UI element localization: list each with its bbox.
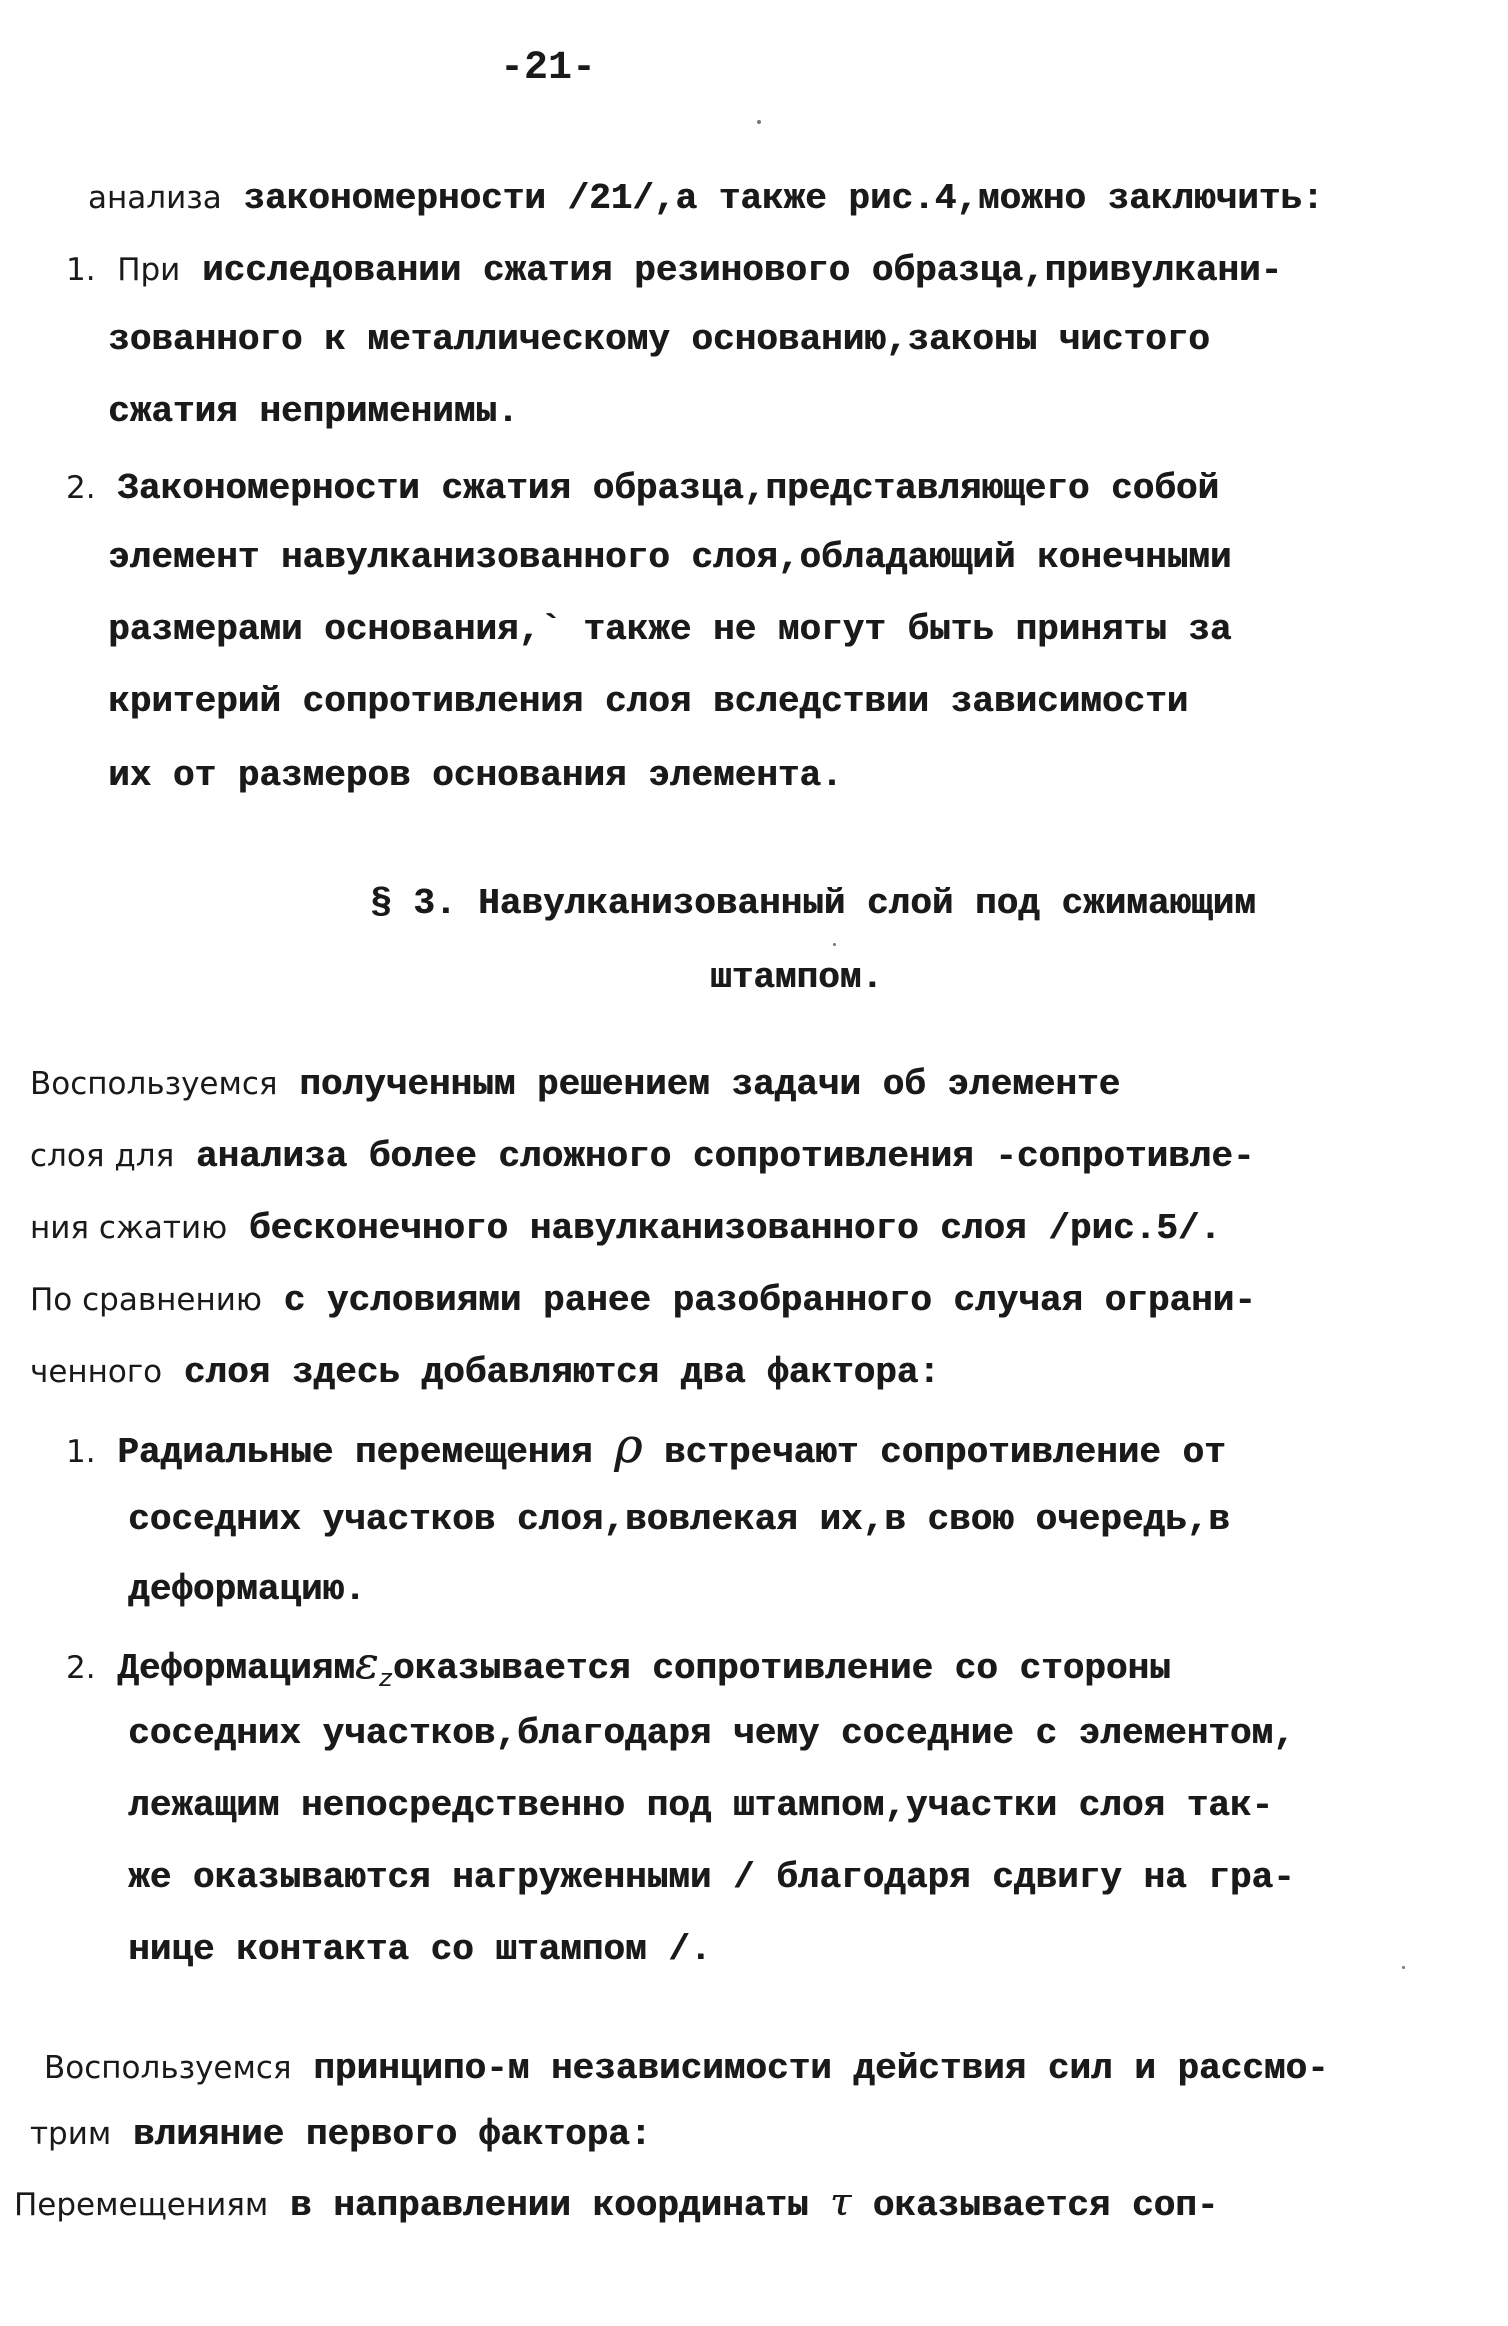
paragraph-line	[30, 1278, 1256, 1323]
list-item-line: соседних участков слоя,вовлекая их,в свою очередь,в	[128, 1499, 1230, 1540]
list-item-line: же оказываются нагруженными / благодаря сдвигу на гра-	[128, 1857, 1295, 1898]
line-prefix: ния сжатию	[30, 1210, 228, 1246]
line-text: встречают сопротивление от	[663, 1432, 1226, 1473]
paragraph-line	[30, 1206, 1221, 1251]
line-prefix: При	[117, 252, 181, 288]
list-item-first-line	[66, 1418, 1226, 1475]
scan-speck	[1402, 1966, 1405, 1969]
list-number: 1.	[66, 1434, 96, 1470]
paragraph-line	[44, 2046, 1329, 2091]
scan-speck	[757, 120, 761, 124]
line-text: анализа более сложного сопротивления -сопротивле-	[195, 1136, 1255, 1177]
line-prefix: Воспользуемся	[44, 2050, 292, 2086]
section-heading-continued: штампом.	[710, 957, 883, 998]
paragraph-line	[30, 1134, 1254, 1179]
line-prefix: ченного	[30, 1354, 163, 1390]
line-text: с условиями ранее разобранного случая ограни-	[283, 1280, 1256, 1321]
epsilon-subscript: z	[378, 1667, 393, 1695]
list-number: 1.	[66, 252, 96, 288]
line-text: оказывается соп-	[872, 2185, 1219, 2226]
line-prefix: Воспользуемся	[30, 1066, 278, 1102]
line-text: закономерности /21/,а также рис.4,можно заключить:	[243, 178, 1324, 219]
epsilon-symbol: ε	[354, 1638, 379, 1689]
list-item-line: их от размеров основания элемента.	[108, 755, 843, 796]
list-item-first-line	[66, 1638, 1171, 1703]
paragraph-line	[30, 1062, 1120, 1107]
list-item-line: размерами основания,` также не могут быть приняты за	[108, 609, 1232, 650]
list-number: 2.	[66, 470, 96, 506]
list-item-first-line	[66, 248, 1282, 293]
line-text: Закономерности сжатия образца,представляющего собой	[117, 468, 1219, 509]
line-text: принципо-м независимости действия сил и рассмо-	[313, 2048, 1329, 2089]
paragraph-line	[14, 2180, 1218, 2228]
page-number: -21-	[500, 46, 597, 91]
line-prefix: анализа	[88, 180, 222, 216]
list-item-line: соседних участков,благодаря чему соседние с элементом,	[128, 1713, 1295, 1754]
list-item-first-line	[66, 466, 1219, 511]
paragraph-line	[88, 176, 1324, 221]
line-prefix: По сравнению	[30, 1282, 262, 1318]
line-text: в направлении координаты	[289, 2185, 809, 2226]
list-item-line: зованного к металлическому основанию,законы чистого	[108, 319, 1210, 360]
list-item-line: элемент навулканизованного слоя,обладающий конечными	[108, 537, 1232, 578]
list-item-line: критерий сопротивления слоя вследствии зависимости	[108, 681, 1189, 722]
tau-symbol: τ	[830, 2180, 852, 2224]
line-text: исследовании сжатия резинового образца,привулкани-	[201, 250, 1283, 291]
line-text: Деформациям	[117, 1648, 355, 1689]
rho-symbol: ρ	[614, 1418, 643, 1474]
line-prefix: трим	[30, 2116, 112, 2152]
line-text: полученным решением задачи об элементе	[299, 1064, 1121, 1105]
line-prefix: слоя для	[30, 1138, 175, 1174]
line-text: влияние первого фактора:	[132, 2114, 652, 2155]
line-text: Радиальные перемещения	[117, 1432, 593, 1473]
line-text: бесконечного навулканизованного слоя /рис.5/.	[248, 1208, 1221, 1249]
list-item-line: нице контакта со штампом /.	[128, 1929, 712, 1970]
list-item-line: сжатия неприменимы.	[108, 391, 519, 432]
scan-speck	[833, 943, 836, 946]
paragraph-line	[30, 1350, 940, 1395]
list-number: 2.	[66, 1650, 96, 1686]
line-text: оказывается сопротивление со стороны	[392, 1648, 1171, 1689]
line-prefix: Перемещениям	[14, 2187, 269, 2223]
list-item-line: деформацию.	[128, 1569, 366, 1610]
line-text: слоя здесь добавляются два фактора:	[183, 1352, 940, 1393]
section-heading: § 3. Навулканизованный слой под сжимающим	[370, 883, 1256, 924]
list-item-line: лежащим непосредственно под штампом,участки слоя так-	[128, 1785, 1273, 1826]
paragraph-line	[30, 2112, 651, 2157]
